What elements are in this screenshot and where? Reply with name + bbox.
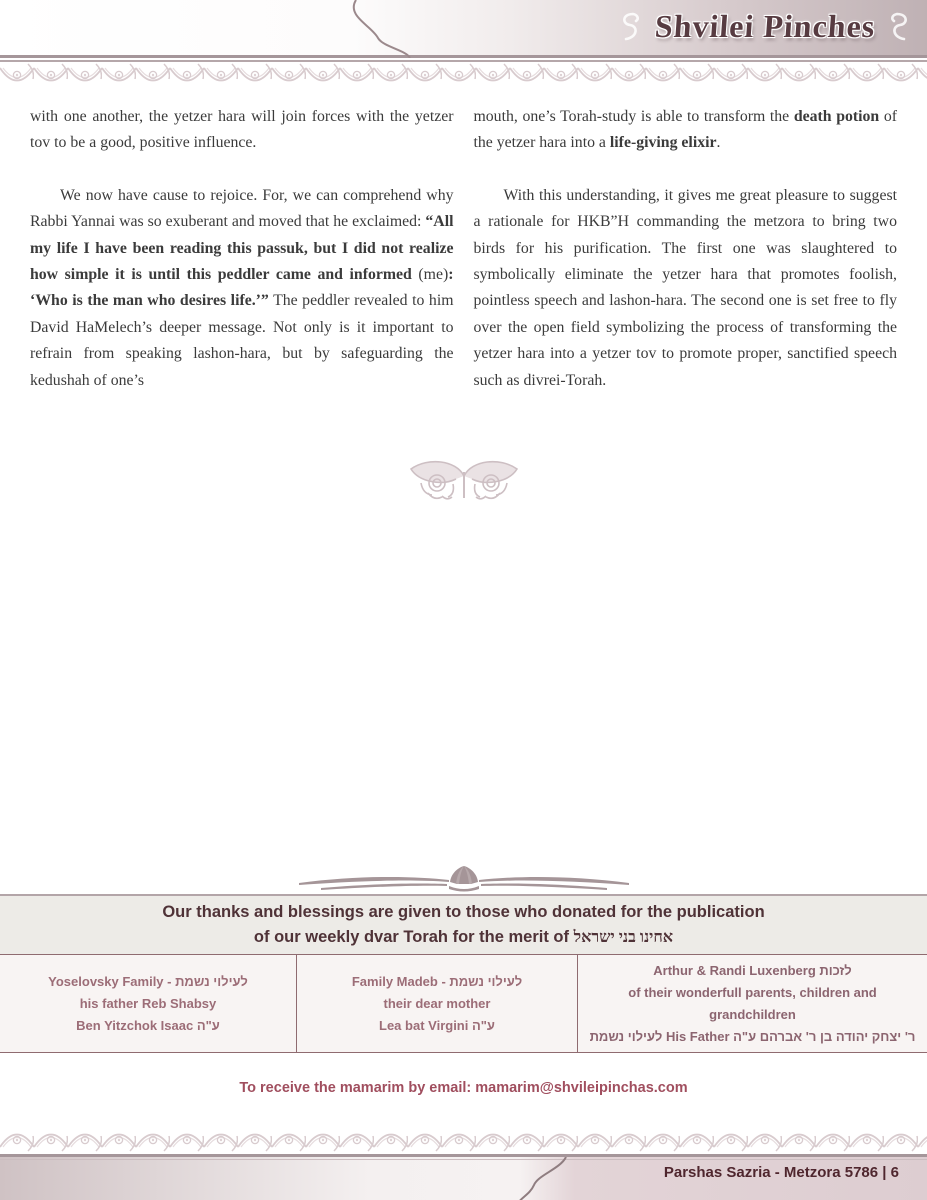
donor-line: their dear mother xyxy=(383,995,491,1011)
text-segment: of the yetzer hara into a xyxy=(473,108,898,152)
paragraph xyxy=(474,104,898,157)
page-footer-label: Parshas Sazria - Metzora 5786 | 6 xyxy=(663,1164,899,1181)
text-segment: We now have cause to rejoice. For, we can comprehend why Rabbi Yannai was so exuberant and moved that he exclaimed: xyxy=(30,186,454,231)
paragraph: with one another, the yetzer hara will join forces with the yetzer tov to be a good, positive influence. xyxy=(30,108,454,152)
text-segment: . xyxy=(716,134,721,152)
page-title: Shvilei Pinches xyxy=(653,8,877,44)
acknowledgment-line2 xyxy=(254,925,673,950)
masthead xyxy=(617,8,913,45)
article-body xyxy=(30,104,897,394)
wings-flourish-icon xyxy=(406,456,522,510)
donor-cell-yoselovsky xyxy=(0,955,296,1052)
bold-text-segment: life-giving elixir xyxy=(609,134,717,152)
lace-border-top xyxy=(0,63,927,93)
donor-line: Arthur & Randi Luxenberg לזכות xyxy=(653,962,852,978)
email-contact-line: To receive the mamarim by email: mamarim@shvileipinchas.com xyxy=(239,1080,688,1096)
bold-text-segment: death potion xyxy=(793,108,880,125)
donor-line: his father Reb Shabsy xyxy=(79,995,217,1011)
donor-line: of their wonderfull parents, children and grandchildren xyxy=(628,984,877,1022)
bold-text-segment: “All my life I have been reading this passuk, but I did not realize how simple it is until this peddler came and informed xyxy=(30,213,454,284)
acknowledgment-box xyxy=(0,894,927,954)
footer-bar xyxy=(0,1154,927,1200)
donor-line: Yoselovsky Family - לעילוי נשמת xyxy=(48,973,248,989)
donor-cell-luxenberg xyxy=(578,955,927,1052)
paragraph xyxy=(30,183,454,394)
bold-text-segment: : ‘Who is the man who desires life.’” xyxy=(30,266,454,310)
right-column xyxy=(474,104,898,394)
header-swirl-left-icon xyxy=(617,10,641,44)
paragraph: With this understanding, it gives me great pleasure to suggest a rationale for HKB”H commanding the metzora to bring two birds for his purification. The first one was slaughtered to symbolically eliminate the yetzer hara that promotes foolish, pointless speech and lashon-hara. The second one is set free to fly over the open field symbolizing the process of transforming the yetzer hara into a yetzer tov to promote proper, sanctified speech such as divrei-Torah. xyxy=(473,186,897,389)
left-column xyxy=(30,104,454,394)
lace-border-bottom xyxy=(0,1122,927,1152)
header-bar xyxy=(0,0,927,58)
fan-divider-icon xyxy=(299,864,629,894)
donor-line: Family Madeb - לעילוי נשמת xyxy=(351,973,523,989)
text-segment: (me) xyxy=(418,266,449,284)
donors-strip xyxy=(0,954,927,1053)
donor-line: לעילוי נשמת His Father ר' יצחק יהודה בן ר' אברהם ע"ה xyxy=(589,1028,916,1044)
acknowledgment-line2-text: of our weekly dvar Torah for the merit of xyxy=(253,928,574,946)
acknowledgment-line1: Our thanks and blessings are given to those who donated for the publication xyxy=(162,903,765,921)
text-segment: The peddler revealed to him David HaMelech’s deeper message. Not only is it important to refrain from speaking lashon-hara, but by safeguarding the kedushah of one’s xyxy=(30,292,454,389)
donor-cell-madeb xyxy=(296,955,578,1052)
acknowledgment-hebrew-text: אחינו בני ישראל xyxy=(573,929,674,946)
donor-line: Ben Yitzchok Isaac ע"ה xyxy=(76,1017,220,1033)
header-swirl-right-icon xyxy=(889,10,913,44)
donor-line: Lea bat Virgini ע"ה xyxy=(379,1017,495,1033)
text-segment: mouth, one’s Torah-study is able to transform the xyxy=(473,108,794,125)
